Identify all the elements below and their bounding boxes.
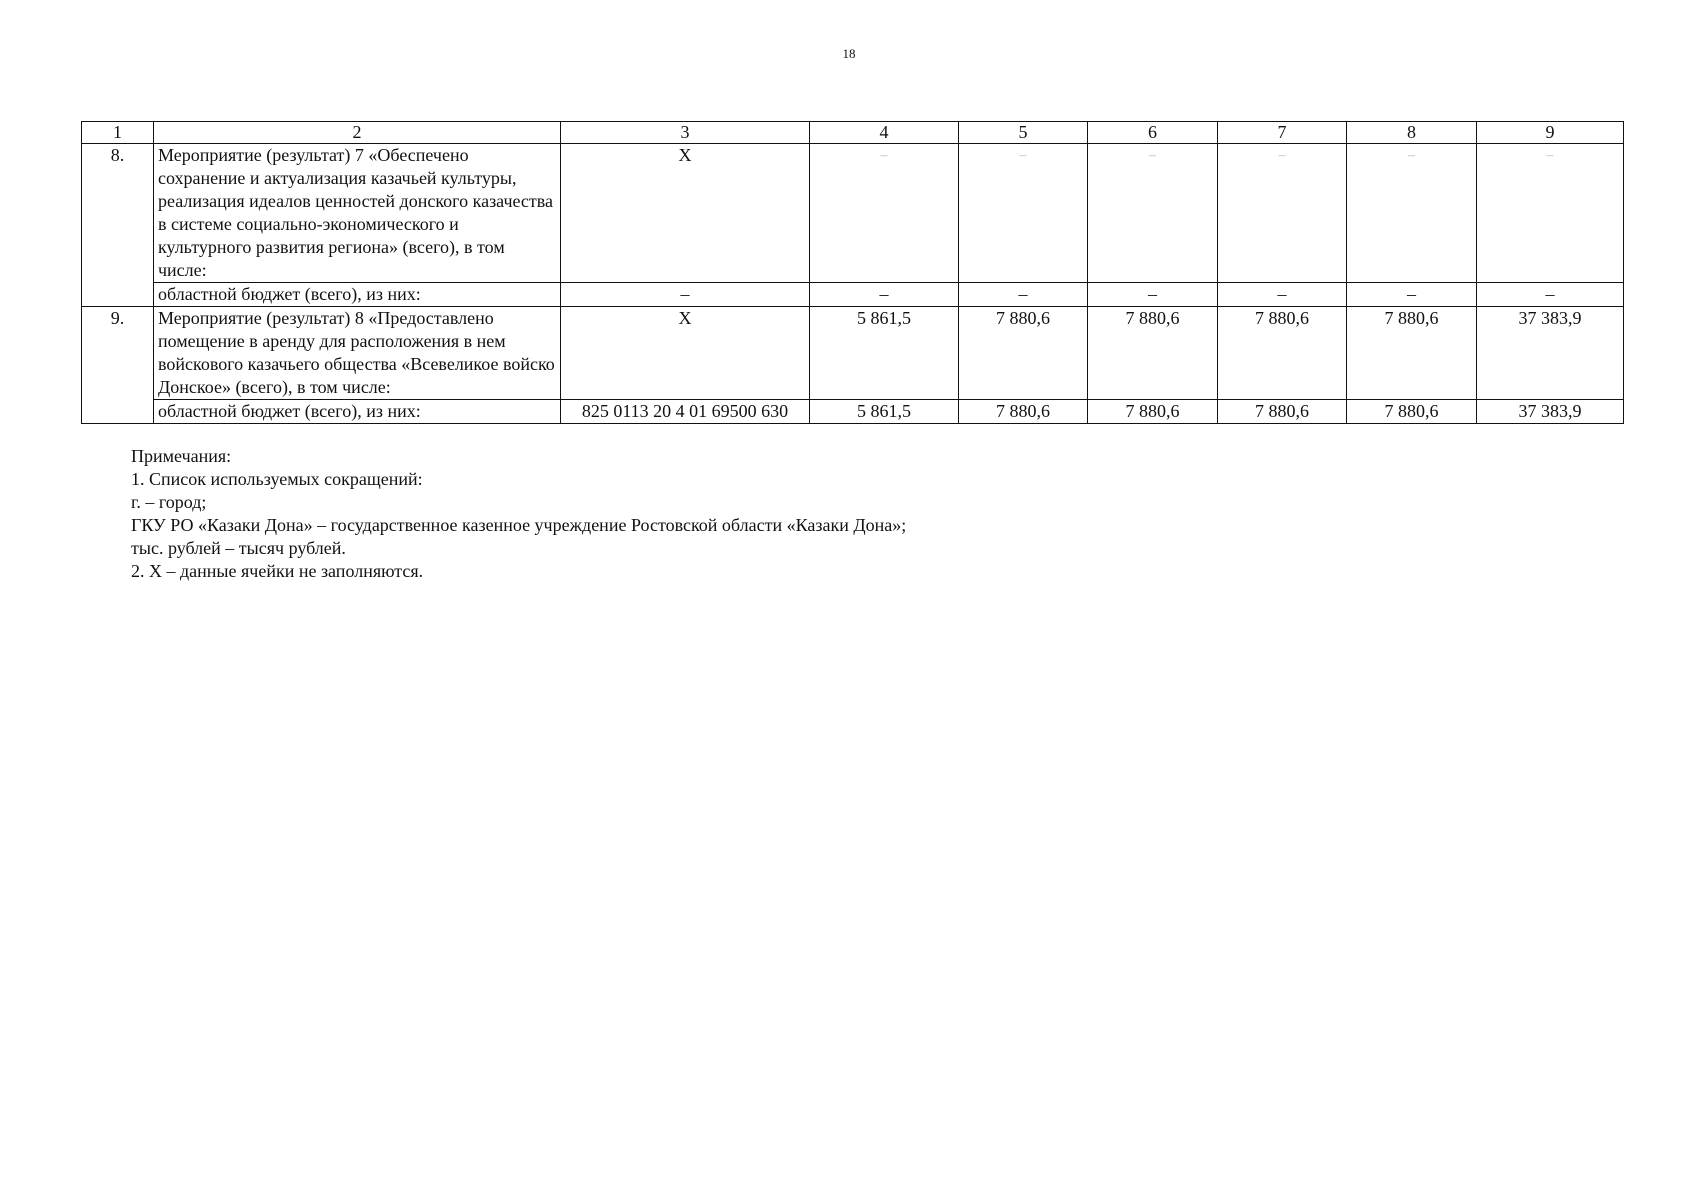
row-number: 8. bbox=[82, 144, 154, 307]
header-cell: 5 bbox=[959, 122, 1088, 144]
budget-source: областной бюджет (всего), из них: bbox=[154, 283, 561, 307]
value-cell: – bbox=[1218, 144, 1347, 283]
budget-code: – bbox=[561, 283, 810, 307]
measure-name: Мероприятие (результат) 7 «Обеспечено сохранение и актуализация казачьей культуры, реализация идеалов ценностей донского казачества в системе социально-экономического и культурного развития региона» (всего), в том числе: bbox=[154, 144, 561, 283]
table-row bbox=[82, 307, 1624, 400]
value-cell: 7 880,6 bbox=[1347, 400, 1477, 424]
header-cell: 9 bbox=[1477, 122, 1624, 144]
value-cell: 7 880,6 bbox=[1347, 307, 1477, 400]
budget-source: областной бюджет (всего), из них: bbox=[154, 400, 561, 424]
page-number: 18 bbox=[842, 46, 856, 61]
notes-section bbox=[131, 445, 906, 583]
value-cell: 37 383,9 bbox=[1477, 400, 1624, 424]
value-cell: – bbox=[1347, 144, 1477, 283]
table-row bbox=[82, 400, 1624, 424]
value-cell: 7 880,6 bbox=[1218, 400, 1347, 424]
value-cell: – bbox=[959, 283, 1088, 307]
header-cell: 1 bbox=[82, 122, 154, 144]
value-cell: 5 861,5 bbox=[810, 400, 959, 424]
value-cell: 7 880,6 bbox=[959, 400, 1088, 424]
header-cell: 7 bbox=[1218, 122, 1347, 144]
note-line: тыс. рублей – тысяч рублей. bbox=[131, 538, 346, 558]
value-cell: – bbox=[1477, 144, 1624, 283]
budget-code: 825 0113 20 4 01 69500 630 bbox=[561, 400, 810, 424]
value-cell: 7 880,6 bbox=[959, 307, 1088, 400]
budget-code: X bbox=[561, 144, 810, 283]
note-line: ГКУ РО «Казаки Дона» – государственное казенное учреждение Ростовской области «Казаки Дона»; bbox=[131, 515, 907, 535]
header-cell: 6 bbox=[1088, 122, 1218, 144]
table-row bbox=[82, 144, 1624, 283]
value-cell: 7 880,6 bbox=[1088, 307, 1218, 400]
note-line: г. – город; bbox=[131, 492, 207, 512]
value-cell: – bbox=[810, 144, 959, 283]
note-line: 2. X – данные ячейки не заполняются. bbox=[131, 561, 424, 581]
header-cell: 4 bbox=[810, 122, 959, 144]
table-row bbox=[82, 283, 1624, 307]
table-header-row bbox=[82, 122, 1624, 144]
header-cell: 3 bbox=[561, 122, 810, 144]
value-cell: – bbox=[959, 144, 1088, 283]
value-cell: 7 880,6 bbox=[1218, 307, 1347, 400]
value-cell: – bbox=[1347, 283, 1477, 307]
budget-code: X bbox=[561, 307, 810, 400]
measure-name: Мероприятие (результат) 8 «Предоставлено помещение в аренду для расположения в нем войскового казачьего общества «Всевеликое войско Донское» (всего), в том числе: bbox=[154, 307, 561, 400]
value-cell: – bbox=[1088, 283, 1218, 307]
row-number: 9. bbox=[82, 307, 154, 424]
value-cell: 37 383,9 bbox=[1477, 307, 1624, 400]
value-cell: – bbox=[1088, 144, 1218, 283]
budget-table bbox=[81, 121, 1624, 424]
value-cell: – bbox=[1218, 283, 1347, 307]
notes-title: Примечания: bbox=[131, 446, 232, 466]
value-cell: 7 880,6 bbox=[1088, 400, 1218, 424]
header-cell: 8 bbox=[1347, 122, 1477, 144]
value-cell: 5 861,5 bbox=[810, 307, 959, 400]
value-cell: – bbox=[810, 283, 959, 307]
header-cell: 2 bbox=[154, 122, 561, 144]
note-line: 1. Список используемых сокращений: bbox=[131, 469, 423, 489]
value-cell: – bbox=[1477, 283, 1624, 307]
